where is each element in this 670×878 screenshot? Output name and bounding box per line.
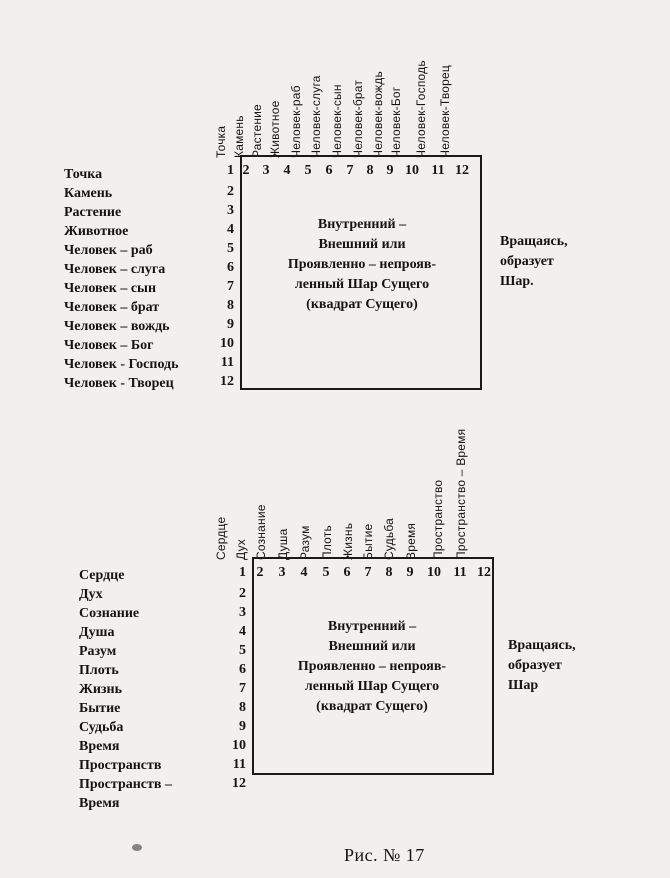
col-number: 9 bbox=[406, 565, 414, 580]
row-number: 10 bbox=[220, 336, 234, 351]
row-label: Человек - Творец bbox=[64, 376, 174, 391]
side-note: Вращаясь, образует Шар. bbox=[500, 234, 568, 289]
row-number: 5 bbox=[227, 241, 234, 256]
row-number: 1 bbox=[227, 163, 234, 178]
figure-17: Точка Камень Растение Животное Человек-раб Человек-слуга Человек-сын Человек-брат Человек-вождь Человек-Бог Человек-Господь Человек-Творец 1 2 3 4 5 6 7 8 9 10 11 12 Точка Камень Растение Животное Человек – раб Человек – слуга Человек – сын Человек – брат Человек – вождь Человек – Бог Человек - Господь Человек - Творец 2 3 4 5 6 7 8 9 10 11 12 Внутренний – Внешний или Проявленно – непрояв- ленный Шар Сущего (квадрат Сущего) Вращаясь, образует Шар. Сердце Дух Сознание Душа Разум Плоть Жизнь Бытие Судьба Время Пространство Пространство – Время 1 2 3 4 5 6 7 8 9 10 11 12 Сердце Дух Сознание Душа Разум Плоть Жизнь Бытие Судьба Время Пространств Пространств – Время 2 3 4 5 6 7 8 9 10 11 12 Внутренний – Внешний или Проявленно – непрояв- ленный Шар Сущего (квадрат Сущего) Вращаясь, образует Шар Рис. № 17 bbox=[64, 60, 576, 865]
col-number: 11 bbox=[431, 163, 445, 178]
col-number: 12 bbox=[455, 163, 469, 178]
center-text: Внутренний – Внешний или Проявленно – непрояв- ленный Шар Сущего (квадрат Сущего) bbox=[297, 619, 447, 714]
col-number: 5 bbox=[304, 163, 312, 178]
col-number: 3 bbox=[278, 565, 286, 580]
row-number: 10 bbox=[232, 738, 246, 753]
row-label: Животное bbox=[64, 224, 129, 239]
col-number: 4 bbox=[283, 163, 291, 178]
col-number: 10 bbox=[405, 163, 419, 178]
row-label: Время bbox=[79, 796, 120, 811]
row-number: 1 bbox=[239, 565, 246, 580]
col-number: 3 bbox=[262, 163, 270, 178]
col-number: 8 bbox=[366, 163, 374, 178]
row-label: Пространств bbox=[79, 758, 162, 773]
row-number: 9 bbox=[239, 719, 246, 734]
col-number: 2 bbox=[256, 565, 264, 580]
row-label: Плоть bbox=[79, 663, 119, 678]
row-label: Время bbox=[79, 739, 120, 754]
row-label: Дух bbox=[79, 587, 103, 602]
center-text: Внутренний – Внешний или Проявленно – непрояв- ленный Шар Сущего (квадрат Сущего) bbox=[287, 217, 437, 312]
row-number: 11 bbox=[232, 757, 246, 772]
col-number: 11 bbox=[453, 565, 467, 580]
col-number: 2 bbox=[242, 163, 250, 178]
row-label: Пространств – bbox=[79, 777, 172, 792]
row-number: 12 bbox=[220, 374, 234, 389]
row-number: 8 bbox=[227, 298, 234, 313]
col-number: 6 bbox=[343, 565, 351, 580]
figure-caption: Рис. № 17 bbox=[344, 845, 425, 865]
row-label: Человек – брат bbox=[64, 300, 160, 315]
row-number: 7 bbox=[227, 279, 234, 294]
col-number: 7 bbox=[346, 163, 354, 178]
row-number: 2 bbox=[239, 586, 246, 601]
row-label: Сознание bbox=[79, 606, 140, 621]
col-number: 7 bbox=[364, 565, 372, 580]
col-number: 5 bbox=[322, 565, 330, 580]
col-number: 12 bbox=[477, 565, 491, 580]
row-label: Жизнь bbox=[79, 682, 123, 697]
row-label: Душа bbox=[79, 625, 115, 640]
row-number: 6 bbox=[239, 662, 246, 677]
row-number: 12 bbox=[232, 776, 246, 791]
row-number: 2 bbox=[227, 184, 234, 199]
col-number: 10 bbox=[427, 565, 441, 580]
row-label: Человек – раб bbox=[64, 243, 153, 258]
row-label: Камень bbox=[64, 186, 113, 201]
row-label: Разум bbox=[79, 644, 117, 659]
row-label: Человек - Господь bbox=[64, 357, 179, 372]
row-number: 5 bbox=[239, 643, 246, 658]
col-number: 8 bbox=[385, 565, 393, 580]
ink-smudge bbox=[132, 844, 142, 851]
row-label: Растение bbox=[64, 205, 122, 220]
row-label: Бытие bbox=[79, 701, 121, 716]
col-number: 9 bbox=[386, 163, 394, 178]
col-number: 6 bbox=[325, 163, 333, 178]
row-number: 9 bbox=[227, 317, 234, 332]
side-note: Вращаясь, образует Шар bbox=[508, 638, 576, 693]
col-number: 4 bbox=[300, 565, 308, 580]
row-number: 8 bbox=[239, 700, 246, 715]
row-label: Человек – Бог bbox=[64, 338, 154, 353]
row-number: 3 bbox=[227, 203, 234, 218]
row-number: 11 bbox=[220, 355, 234, 370]
row-number: 4 bbox=[239, 624, 246, 639]
row-label: Человек – вождь bbox=[64, 319, 170, 334]
row-number: 4 bbox=[227, 222, 234, 237]
row-label: Сердце bbox=[79, 568, 125, 583]
row-label: Человек – слуга bbox=[64, 262, 166, 277]
row-number: 7 bbox=[239, 681, 246, 696]
row-number: 3 bbox=[239, 605, 246, 620]
row-label: Точка bbox=[64, 167, 103, 182]
row-label: Человек – сын bbox=[64, 281, 157, 296]
row-number: 6 bbox=[227, 260, 234, 275]
row-label: Судьба bbox=[79, 720, 124, 735]
